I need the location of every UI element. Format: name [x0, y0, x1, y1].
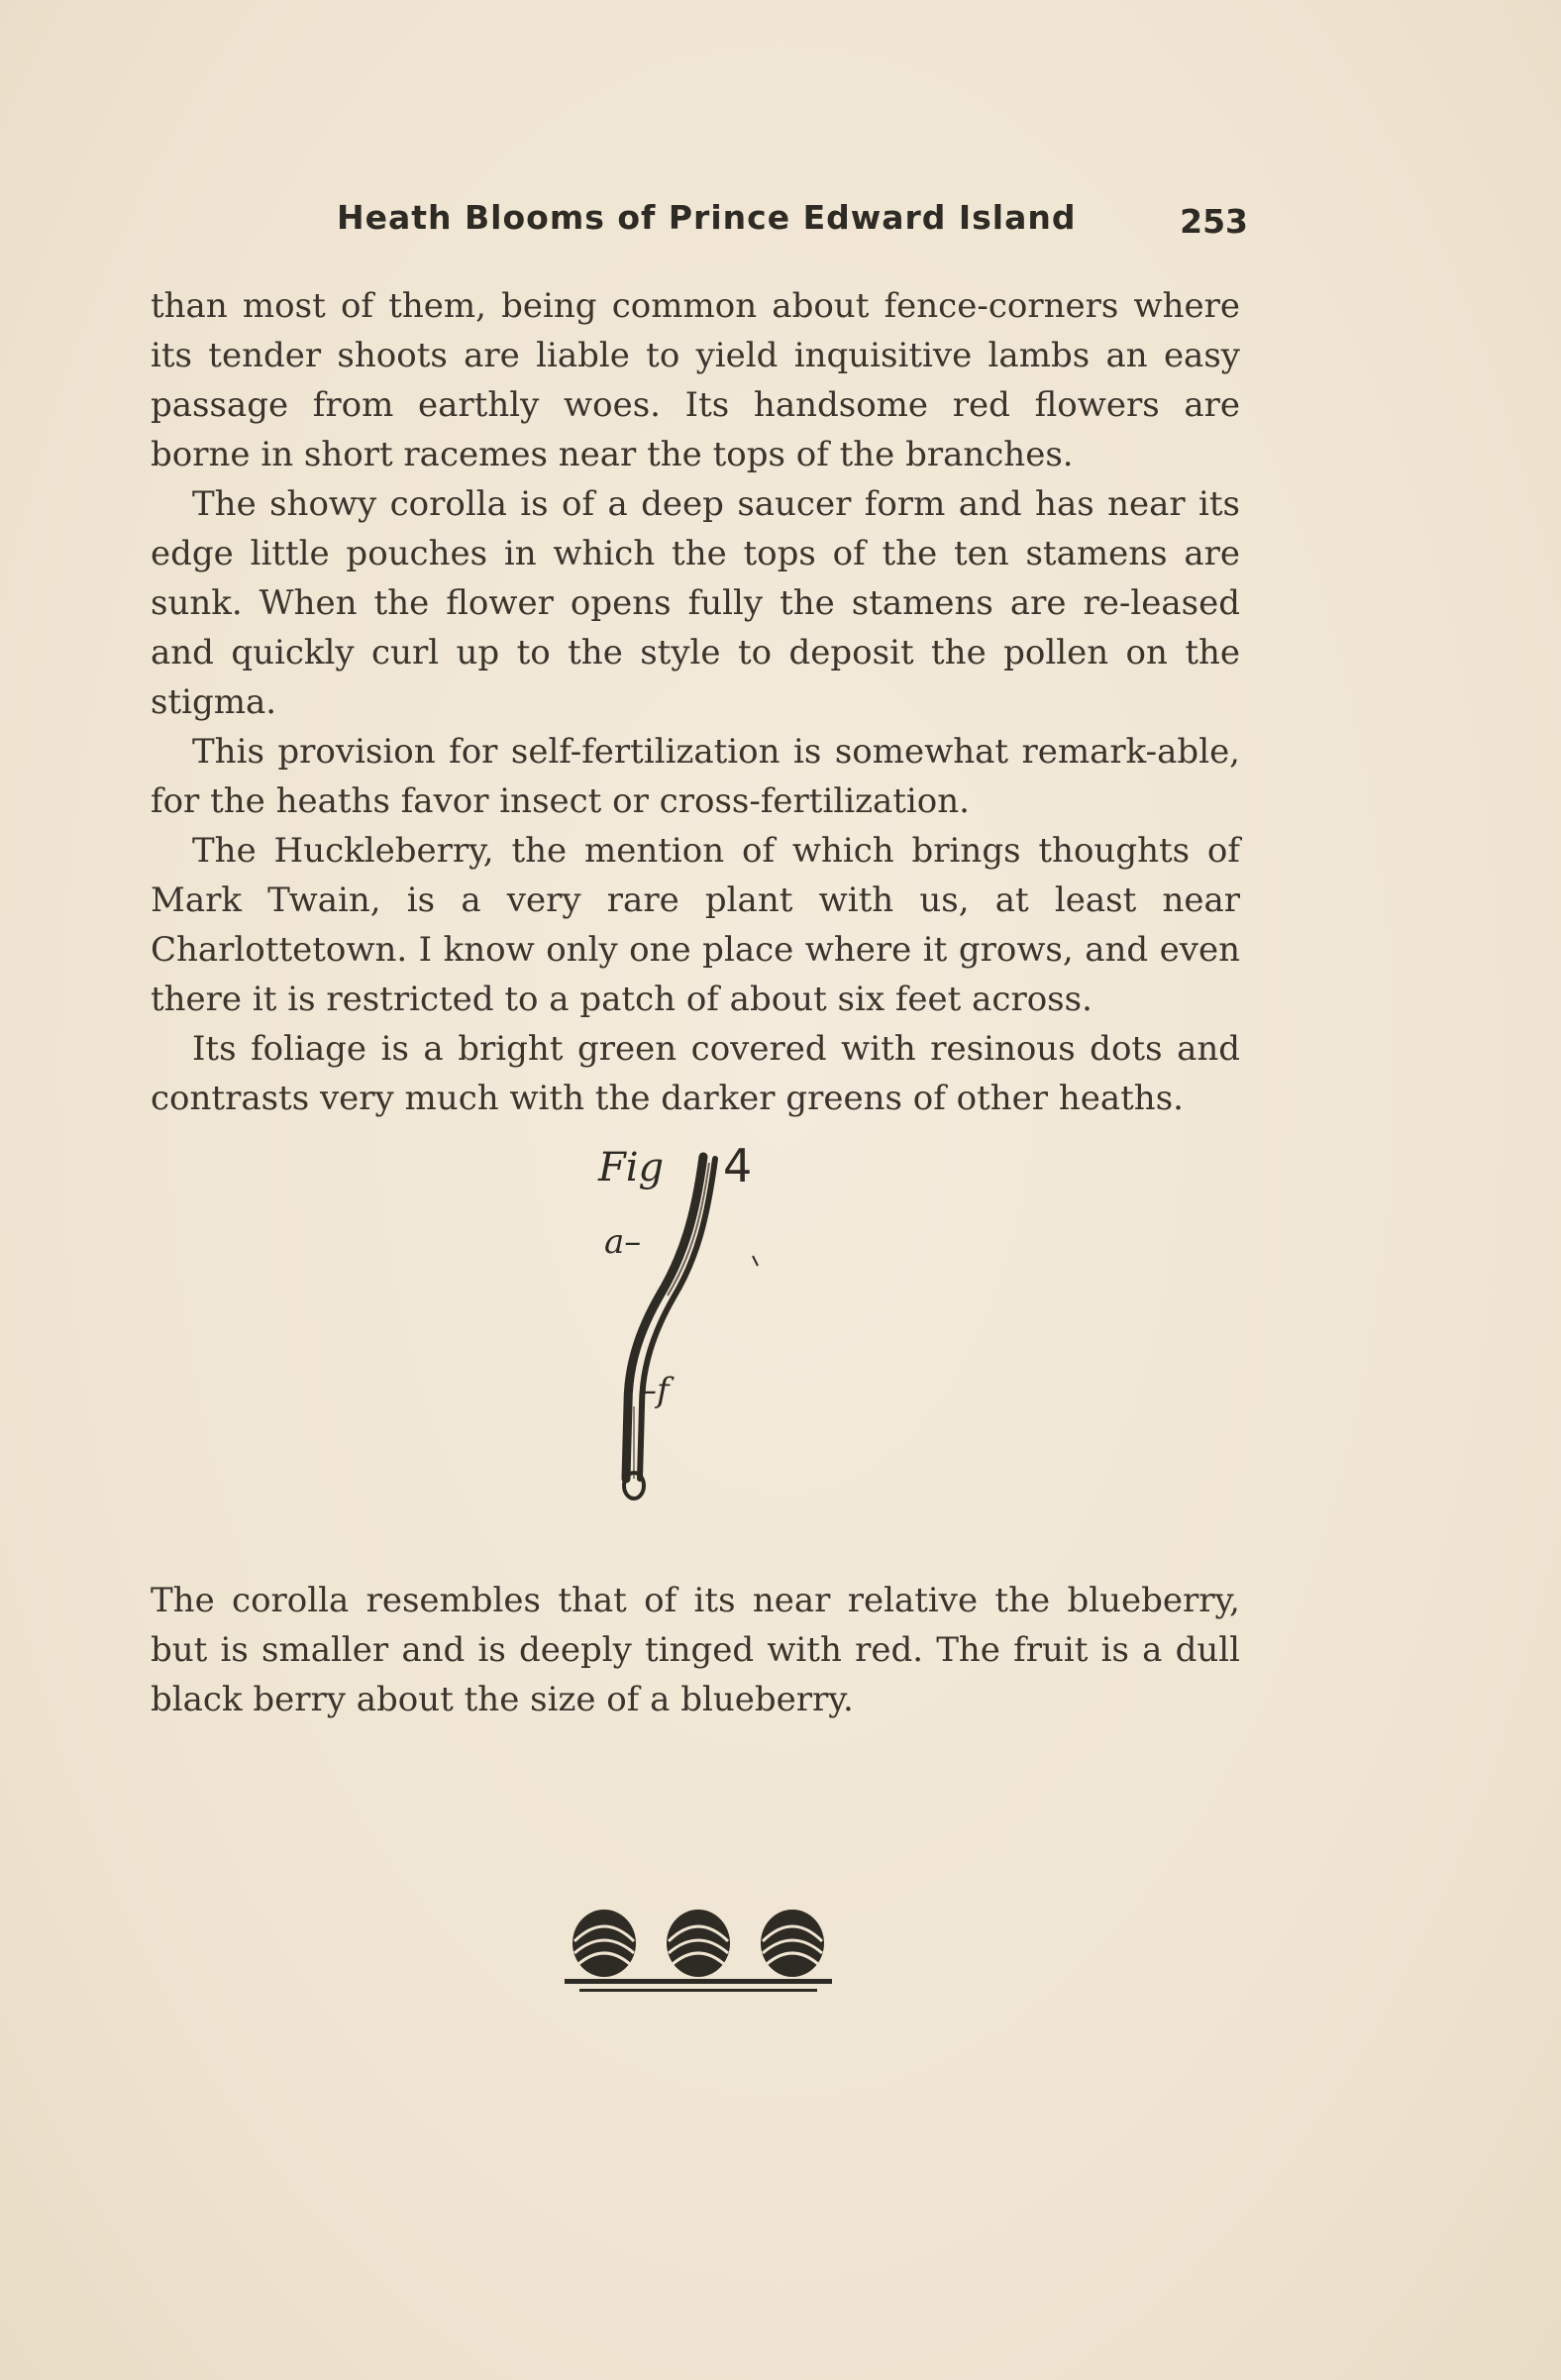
figure-4	[574, 1137, 832, 1513]
pinecone-icon	[572, 1910, 636, 1977]
pinecone-ornament-icon	[550, 1892, 847, 2001]
paragraph: The showy corolla is of a deep saucer form and has near its edge little pouches in which the tops of the ten stamens are sunk. When the flower opens fully the stamens are re-leased and quickly curl up to the style to deposit the pollen on the stigma.	[151, 484, 1240, 722]
body-text-top	[151, 281, 1240, 1123]
paragraph: than most of them, being common about fence-corners where its tender shoots are liable to yield inquisitive lambs an easy passage from earthly woes. Its handsome red flowers are borne in short racemes near the tops of the branches.	[151, 286, 1240, 474]
figure-caption: Fig	[598, 1145, 665, 1190]
pinecone-icon	[667, 1910, 730, 1977]
running-head	[149, 198, 1248, 258]
body-text-bottom	[151, 1576, 1240, 1724]
paragraph: This provision for self-fertilization is somewhat remark-able, for the heaths favor insect or cross-fertilization.	[151, 732, 1240, 821]
figure-number: 4	[723, 1139, 753, 1192]
page-number: 253	[1180, 202, 1248, 241]
figure-label-a: a–	[604, 1222, 642, 1262]
paragraph: Its foliage is a bright green covered with resinous dots and contrasts very much with the darker greens of other heaths.	[151, 1029, 1240, 1118]
paragraph: The corolla resembles that of its near relative the blueberry, but is smaller and is deeply tinged with red. The fruit is a dull black berry about the size of a blueberry.	[151, 1581, 1240, 1719]
stamen-drawing-icon	[574, 1137, 832, 1513]
pinecone-icon	[761, 1910, 824, 1977]
figure-label-f: –f	[640, 1371, 670, 1410]
paragraph: The Huckleberry, the mention of which brings thoughts of Mark Twain, is a very rare plant with us, at least near Charlottetown. I know only one place where it grows, and even there it is restricted to a patch of about six feet across.	[151, 831, 1240, 1019]
running-title: Heath Blooms of Prince Edward Island	[337, 198, 1077, 237]
